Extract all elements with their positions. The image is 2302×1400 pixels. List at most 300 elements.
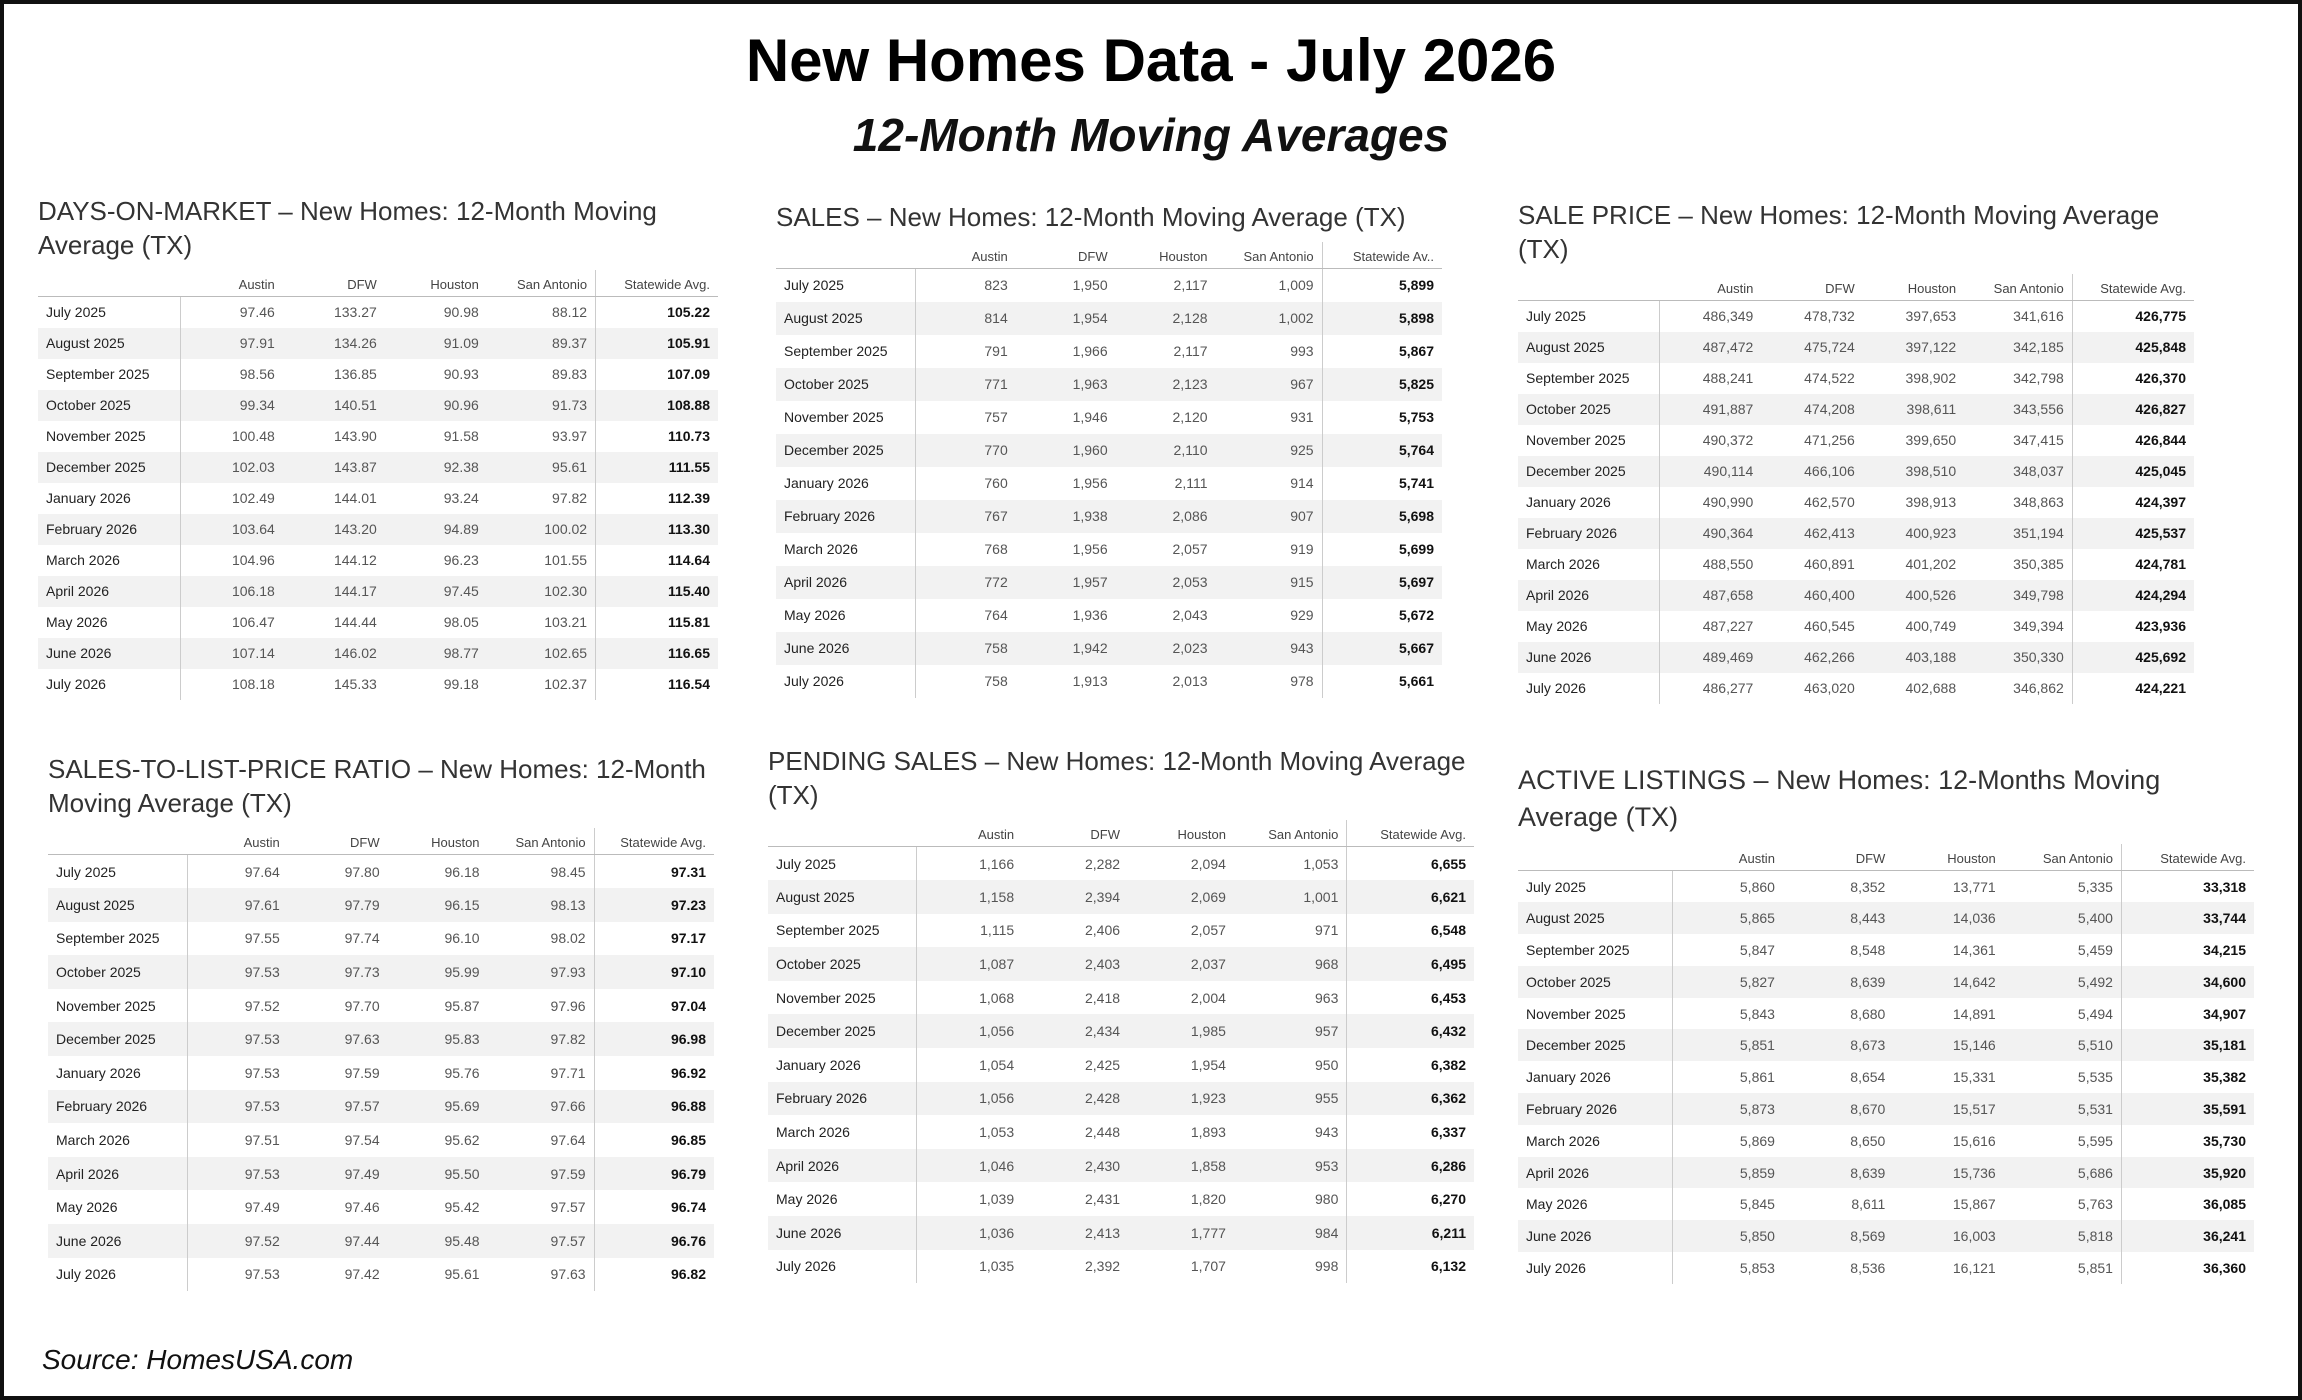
statewide-avg-cell: 5,764 [1322,434,1442,467]
value-cell: 13,771 [1952,878,1996,895]
value-cell: 5,492 [2004,966,2122,998]
statewide-avg-cell: 33,318 [2121,871,2254,903]
value-cell: 491,887 [1660,394,1761,425]
pending-sales-panel [768,744,1474,1283]
month-cell: November 2025 [768,981,916,1015]
statewide-avg-cell: 115.81 [596,607,718,638]
value-cell: 1,985 [1128,1014,1234,1048]
table-row [38,669,718,700]
statewide-avg-cell: 113.30 [596,514,718,545]
month-cell: July 2026 [768,1250,916,1284]
value-cell: 1,158 [916,880,1022,914]
month-cell: January 2026 [1518,487,1660,518]
value-cell: 1,936 [1072,607,1108,623]
value-cell: 399,650 [1905,432,1957,448]
value-cell: 100.02 [487,514,596,545]
value-cell: 402,688 [1905,680,1957,696]
value-cell: 2,282 [1084,855,1121,872]
value-cell: 488,241 [1702,370,1754,386]
column-header: Austin [1673,844,1783,871]
value-cell: 91.09 [385,328,487,359]
table-row [1518,549,2194,580]
table-row [38,576,718,607]
column-header: Houston [1116,242,1216,269]
source-note: Source: HomesUSA.com [42,1344,354,1375]
month-cell: October 2025 [38,390,181,421]
value-cell: 97.53 [188,1022,288,1056]
data-table [48,828,714,1291]
table-row [768,1250,1474,1284]
value-cell: 397,122 [1863,332,1964,363]
value-cell: 957 [1234,1014,1347,1048]
month-cell: September 2025 [1518,934,1673,966]
table-row [38,638,718,669]
value-cell: 102.30 [487,576,596,607]
value-cell: 96.10 [444,930,480,947]
value-cell: 91.73 [487,390,596,421]
value-cell: 90.93 [443,366,479,382]
value-cell: 2,431 [1084,1191,1121,1208]
column-header: San Antonio [1234,820,1347,847]
month-cell: October 2025 [768,947,916,981]
value-cell: 97.51 [244,1132,280,1149]
value-cell: 101.55 [544,552,588,568]
month-cell: September 2025 [776,335,916,368]
value-cell: 14,036 [1893,902,2003,934]
value-cell: 2,406 [1084,922,1121,939]
table-header-row [768,820,1474,847]
value-cell: 95.48 [388,1224,488,1258]
table-row [776,434,1442,467]
statewide-avg-cell: 116.65 [596,638,718,669]
value-cell: 5,827 [1673,966,1783,998]
value-cell: 398,510 [1863,456,1964,487]
month-cell: April 2026 [48,1157,188,1191]
table-row [48,1022,714,1056]
value-cell: 925 [1216,434,1323,467]
table-row [768,947,1474,981]
month-cell: July 2026 [1518,1252,1673,1284]
column-header [768,820,916,847]
month-cell: May 2026 [768,1182,916,1216]
value-cell: 489,469 [1660,642,1761,673]
month-cell: April 2026 [1518,1157,1673,1189]
value-cell: 2,111 [1174,475,1208,491]
table-row [776,302,1442,335]
column-header: San Antonio [488,828,595,855]
value-cell: 950 [1315,1056,1339,1073]
table-row [776,500,1442,533]
value-cell: 97.53 [188,1157,288,1191]
statewide-avg-cell: 105.22 [596,297,718,328]
value-cell: 8,443 [1783,902,1893,934]
table-row [38,359,718,390]
table-row [1518,456,2194,487]
value-cell: 97.53 [188,1090,288,1124]
value-cell: 97.52 [244,997,280,1014]
value-cell: 984 [1234,1216,1347,1250]
statewide-avg-cell: 35,591 [2121,1093,2254,1125]
statewide-avg-cell: 35,181 [2121,1029,2254,1061]
table-row [768,1182,1474,1216]
value-cell: 95.50 [388,1157,488,1191]
statewide-avg-cell: 5,753 [1322,401,1442,434]
value-cell: 403,188 [1863,642,1964,673]
table-row [776,269,1442,302]
table-row [768,1149,1474,1183]
value-cell: 2,418 [1084,989,1121,1006]
table-row [48,955,714,989]
month-cell: October 2025 [48,955,188,989]
value-cell: 102.37 [544,676,588,692]
value-cell: 772 [916,566,1016,599]
statewide-avg-cell: 6,211 [1347,1216,1474,1250]
statewide-avg-cell: 97.31 [594,855,714,889]
statewide-avg-cell: 96.76 [594,1224,714,1258]
value-cell: 97.59 [344,1064,380,1081]
table-row [38,607,718,638]
value-cell: 133.27 [333,304,377,321]
value-cell: 102.49 [231,490,275,506]
month-cell: February 2026 [776,500,916,533]
value-cell: 97.93 [488,955,595,989]
table-row [38,390,718,421]
value-cell: 97.79 [288,888,388,922]
value-cell: 5,763 [2077,1196,2113,1213]
value-cell: 2,117 [1173,277,1208,294]
column-header: DFW [288,828,388,855]
value-cell: 97.53 [244,1064,280,1081]
table-row [776,533,1442,566]
statewide-avg-cell: 6,362 [1347,1082,1474,1116]
table-row [768,1216,1474,1250]
value-cell: 90.96 [385,390,487,421]
value-cell: 5,494 [2077,1005,2113,1022]
column-header [776,242,916,269]
column-header: DFW [283,270,385,297]
statewide-avg-cell: 423,936 [2072,611,2194,642]
value-cell: 1,777 [1128,1216,1234,1250]
column-header: Statewide Av.. [1322,242,1442,269]
value-cell: 487,472 [1660,332,1761,363]
statewide-avg-cell: 5,661 [1322,665,1442,698]
statewide-avg-cell: 36,360 [2121,1252,2254,1284]
column-header [1518,844,1673,871]
month-cell: February 2026 [1518,518,1660,549]
table-row [1518,1125,2254,1157]
sales-panel [776,200,1442,698]
value-cell: 2,004 [1190,989,1226,1006]
value-cell: 1,954 [1190,1056,1226,1073]
statewide-avg-cell: 35,920 [2121,1157,2254,1189]
value-cell: 97.82 [488,1022,595,1056]
value-cell: 2,403 [1022,947,1128,981]
value-cell: 5,400 [2004,902,2122,934]
value-cell: 8,536 [1850,1259,1886,1276]
value-cell: 401,202 [1905,556,1957,572]
value-cell: 1,166 [979,855,1015,872]
value-cell: 16,121 [1952,1259,1996,1276]
month-cell: March 2026 [1518,1125,1673,1157]
table-row [776,632,1442,665]
statewide-avg-cell: 426,827 [2072,394,2194,425]
data-table [768,820,1474,1283]
value-cell: 955 [1234,1082,1347,1116]
value-cell: 98.45 [550,863,586,880]
value-cell: 102.65 [487,638,596,669]
table-row [1518,611,2194,642]
table-row [768,880,1474,914]
value-cell: 2,037 [1128,947,1234,981]
value-cell: 1,954 [1016,302,1116,335]
value-cell: 145.33 [333,676,377,692]
table-row [1518,425,2194,456]
value-cell: 99.34 [181,390,283,421]
value-cell: 349,394 [2013,618,2064,634]
statewide-avg-cell: 34,215 [2121,934,2254,966]
column-header: Houston [1863,274,1964,301]
month-cell: July 2026 [48,1258,188,1292]
value-cell: 103.21 [544,614,588,630]
statewide-avg-cell: 35,382 [2121,1061,2254,1093]
value-cell: 140.51 [283,390,385,421]
table-row [48,855,714,889]
value-cell: 460,400 [1761,580,1862,611]
table-row [768,847,1474,881]
month-cell: July 2025 [38,297,181,328]
value-cell: 2,057 [1172,541,1208,557]
value-cell: 144.12 [333,552,377,568]
statewide-avg-cell: 97.10 [594,955,714,989]
value-cell: 474,208 [1761,394,1862,425]
value-cell: 97.80 [344,863,380,880]
value-cell: 97.53 [188,955,288,989]
value-cell: 1,938 [1016,500,1116,533]
value-cell: 89.37 [487,328,596,359]
month-cell: February 2026 [1518,1093,1673,1125]
value-cell: 993 [1290,343,1314,359]
value-cell: 8,670 [1783,1093,1893,1125]
value-cell: 8,569 [1783,1220,1893,1252]
value-cell: 349,798 [1964,580,2072,611]
month-cell: April 2026 [1518,580,1660,611]
value-cell: 15,517 [1893,1093,2003,1125]
value-cell: 99.18 [443,676,479,692]
table-row [48,1157,714,1191]
statewide-avg-cell: 6,382 [1347,1048,1474,1082]
table-row [776,335,1442,368]
month-cell: March 2026 [48,1123,188,1157]
value-cell: 97.64 [244,863,280,880]
value-cell: 106.18 [181,576,283,607]
value-cell: 471,256 [1804,432,1855,448]
month-cell: August 2025 [38,328,181,359]
table-row [1518,871,2254,903]
value-cell: 1,054 [979,1056,1015,1073]
value-cell: 2,110 [1116,434,1216,467]
statewide-avg-cell: 34,600 [2121,966,2254,998]
value-cell: 346,862 [2013,680,2064,696]
table-title: PENDING SALES – New Homes: 12-Month Moving Average (TX) [768,746,1466,810]
value-cell: 5,851 [2077,1259,2113,1276]
value-cell: 1,039 [979,1191,1015,1208]
column-header: Statewide Avg. [2072,274,2194,301]
statewide-avg-cell: 6,495 [1347,947,1474,981]
value-cell: 2,123 [1116,368,1216,401]
month-cell: August 2025 [1518,902,1673,934]
statewide-avg-cell: 6,337 [1347,1115,1474,1149]
value-cell: 8,611 [1851,1196,1886,1213]
value-cell: 98.05 [443,614,479,630]
table-row [1518,487,2194,518]
value-cell: 5,335 [2077,878,2113,895]
statewide-avg-cell: 6,432 [1347,1014,1474,1048]
month-cell: December 2025 [768,1014,916,1048]
month-cell: March 2026 [776,533,916,566]
data-table [1518,274,2194,704]
table-row [1518,1188,2254,1220]
month-cell: November 2025 [38,421,181,452]
value-cell: 914 [1290,475,1314,491]
statewide-avg-cell: 424,221 [2072,673,2194,704]
month-cell: January 2026 [768,1048,916,1082]
value-cell: 1,707 [1190,1258,1226,1275]
month-cell: November 2025 [776,401,916,434]
value-cell: 95.69 [388,1090,488,1124]
statewide-avg-cell: 34,907 [2121,998,2254,1030]
month-cell: October 2025 [1518,394,1660,425]
month-cell: March 2026 [38,545,181,576]
value-cell: 915 [1216,566,1323,599]
value-cell: 1,858 [1128,1149,1234,1183]
statewide-avg-cell: 5,741 [1322,467,1442,500]
month-cell: July 2025 [48,855,188,889]
statewide-avg-cell: 5,699 [1322,533,1442,566]
sale-price-panel [1518,198,2194,704]
value-cell: 1,056 [916,1082,1022,1116]
statewide-avg-cell: 5,898 [1322,302,1442,335]
value-cell: 758 [984,673,1008,689]
statewide-avg-cell: 6,132 [1347,1250,1474,1284]
value-cell: 760 [984,475,1008,491]
month-cell: February 2026 [48,1090,188,1124]
statewide-avg-cell: 108.88 [596,390,718,421]
value-cell: 343,556 [1964,394,2072,425]
value-cell: 1,956 [1072,541,1108,557]
value-cell: 97.46 [239,304,275,321]
month-cell: June 2026 [48,1224,188,1258]
value-cell: 143.20 [283,514,385,545]
statewide-avg-cell: 36,085 [2121,1188,2254,1220]
value-cell: 400,923 [1863,518,1964,549]
value-cell: 8,639 [1783,966,1893,998]
value-cell: 98.77 [385,638,487,669]
table-row [1518,332,2194,363]
value-cell: 95.87 [444,997,480,1014]
month-cell: January 2026 [48,1056,188,1090]
statewide-avg-cell: 5,899 [1322,269,1442,302]
value-cell: 978 [1290,673,1314,689]
value-cell: 5,859 [1673,1157,1783,1189]
value-cell: 5,851 [1673,1029,1783,1061]
value-cell: 97.63 [550,1266,586,1283]
table-row [48,1258,714,1292]
value-cell: 8,673 [1783,1029,1893,1061]
value-cell: 5,459 [2077,941,2113,958]
value-cell: 97.44 [288,1224,388,1258]
value-cell: 15,867 [1952,1196,1996,1213]
value-cell: 351,194 [1964,518,2072,549]
value-cell: 97.70 [344,997,380,1014]
data-table [1518,844,2254,1284]
statewide-avg-cell: 35,730 [2121,1125,2254,1157]
value-cell: 96.23 [443,552,479,568]
value-cell: 1,946 [1072,409,1108,425]
value-cell: 462,266 [1761,642,1862,673]
table-row [1518,394,2194,425]
value-cell: 97.82 [552,490,588,506]
value-cell: 5,510 [2004,1029,2122,1061]
statewide-avg-cell: 105.91 [596,328,718,359]
value-cell: 5,853 [1739,1259,1775,1276]
value-cell: 98.02 [550,930,586,947]
table-row [1518,642,2194,673]
table-row [1518,580,2194,611]
column-header: Austin [1660,274,1761,301]
value-cell: 97.46 [344,1199,380,1216]
value-cell: 770 [916,434,1016,467]
value-cell: 400,749 [1905,618,1957,634]
value-cell: 953 [1234,1149,1347,1183]
value-cell: 95.62 [444,1132,480,1149]
value-cell: 919 [1290,541,1314,557]
statewide-avg-cell: 97.04 [594,989,714,1023]
value-cell: 341,616 [2013,308,2064,325]
value-cell: 2,434 [1022,1014,1128,1048]
table-header-row [776,242,1442,269]
month-cell: June 2026 [1518,642,1660,673]
value-cell: 487,658 [1660,580,1761,611]
value-cell: 350,330 [1964,642,2072,673]
table-row [776,401,1442,434]
value-cell: 93.97 [552,428,588,444]
value-cell: 95.83 [388,1022,488,1056]
table-row [48,1224,714,1258]
value-cell: 97.57 [550,1199,586,1216]
value-cell: 943 [1315,1124,1339,1141]
month-cell: December 2025 [1518,456,1660,487]
value-cell: 136.85 [333,366,377,382]
month-cell: July 2026 [776,665,916,698]
value-cell: 146.02 [283,638,385,669]
value-cell: 486,277 [1702,680,1754,696]
table-row [1518,518,2194,549]
month-cell: December 2025 [1518,1029,1673,1061]
value-cell: 8,548 [1850,941,1886,958]
value-cell: 8,654 [1850,1069,1886,1086]
value-cell: 97.42 [344,1266,380,1283]
value-cell: 348,037 [1964,456,2072,487]
table-row [1518,998,2254,1030]
value-cell: 1,036 [916,1216,1022,1250]
column-header: DFW [1022,820,1128,847]
value-cell: 97.49 [288,1157,388,1191]
statewide-avg-cell: 97.17 [594,922,714,956]
month-cell: May 2026 [1518,1188,1673,1220]
statewide-avg-cell: 6,286 [1347,1149,1474,1183]
table-row [48,1056,714,1090]
column-header: San Antonio [1964,274,2072,301]
